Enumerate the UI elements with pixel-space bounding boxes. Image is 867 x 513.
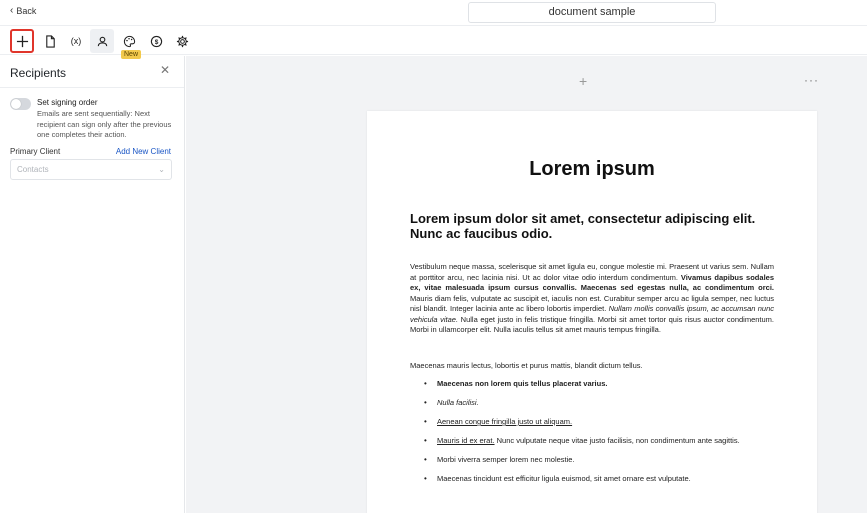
chevron-down-icon: ⌄ <box>158 165 165 174</box>
signing-order-description: Emails are sent sequentially: Next recipient can sign only after the previous one completes their action. <box>37 109 172 139</box>
list-item-text: Maecenas non lorem quis tellus placerat varius. <box>437 379 608 388</box>
document-canvas <box>186 56 867 513</box>
chevron-left-icon: ‹ <box>10 5 14 16</box>
add-block-button[interactable] <box>10 29 34 53</box>
para-bold: Vivamus dapibus sodales ex, vitae malesuada ipsum cursus convallis. Maecenas sed egestas nulla, ac condimentum orci. <box>410 272 774 292</box>
body-paragraph <box>410 262 774 336</box>
document-subheading: Lorem ipsum dolor sit amet, consectetur adipiscing elit. Nunc ac faucibus odio. <box>410 211 756 241</box>
settings-button[interactable] <box>170 29 194 53</box>
add-page-plus-icon[interactable]: + <box>579 73 588 89</box>
bullet-list <box>422 379 774 493</box>
list-item <box>422 417 774 428</box>
panel-header <box>0 56 184 88</box>
contacts-select[interactable] <box>10 159 172 180</box>
para-text-3: Nulla eget justo in felis tristique fringilla. Morbi sit amet tortor quis risus auctor condimentum. Morbi in ullamcorper elit. Nulla iaculis tellus sit amet mauris tempus fringilla. <box>410 314 774 334</box>
toolbar <box>0 27 867 58</box>
contacts-placeholder: Contacts <box>17 165 49 174</box>
list-item <box>422 436 774 447</box>
signing-order-toggle[interactable] <box>10 98 31 110</box>
palette-icon <box>123 35 136 48</box>
recipients-panel <box>0 56 185 513</box>
body-paragraph-2: Maecenas mauris lectus, lobortis et purus mattis, blandit dictum tellus. <box>410 361 643 370</box>
payments-button[interactable] <box>144 29 168 53</box>
list-item-underlined: Mauris id ex erat. <box>437 436 495 445</box>
dollar-circle-icon <box>150 35 163 48</box>
back-label: Back <box>16 6 37 16</box>
para-italic: Nullam mollis convallis ipsum, ac accumsan nunc vehicula vitae. <box>410 304 774 324</box>
close-icon[interactable]: ✕ <box>159 63 170 77</box>
gear-icon <box>176 35 189 48</box>
svg-text:$: $ <box>154 38 158 46</box>
list-item-text: Aenean congue fringilla justo ut aliquam. <box>437 417 573 426</box>
list-item <box>422 455 774 466</box>
signing-order-label: Set signing order <box>37 98 98 107</box>
top-bar <box>0 0 867 26</box>
plus-icon <box>16 35 29 48</box>
variables-button[interactable] <box>64 29 88 53</box>
para-text-1: Vestibulum neque massa, scelerisque sit amet ligula eu, congue molestie mi. Praesent ut varius sem. Nullam at porttitor arcu, nec lacinia nisi. Ut ac dolor vitae odio interdum condimentum. <box>410 262 774 282</box>
user-icon <box>96 35 109 48</box>
document-title-input[interactable]: document sample <box>468 2 716 23</box>
panel-title: Recipients <box>10 66 67 80</box>
more-options-icon[interactable]: ··· <box>804 73 819 87</box>
file-icon <box>44 35 57 48</box>
new-badge: New <box>121 50 141 59</box>
document-page[interactable] <box>367 111 817 513</box>
list-item <box>422 398 774 409</box>
list-item-text: Nulla facilisi. <box>437 398 479 407</box>
para-text-2: Mauris diam felis, vulputate ac suscipit et, iaculis non est. Curabitur semper arcu ac ligula semper, nec luctus nisl blandit. Integer lacinia ante ac libero lobortis imperdiet. <box>410 293 774 313</box>
primary-client-label: Primary Client <box>10 147 61 156</box>
list-item <box>422 379 774 390</box>
document-button[interactable] <box>38 29 62 53</box>
list-item-text: Maecenas tincidunt est efficitur ligula euismod, sit amet ornare est vulputate. <box>437 474 691 483</box>
recipients-button[interactable] <box>90 29 114 53</box>
list-item-text: Nunc vulputate neque vitae justo facilisis, non condimentum ante sagittis. <box>494 436 740 445</box>
document-heading: Lorem ipsum <box>529 158 655 180</box>
list-item <box>422 474 774 485</box>
variables-icon: (x) <box>70 36 82 46</box>
back-button[interactable] <box>10 6 36 16</box>
list-item-text: Morbi viverra semper lorem nec molestie. <box>437 455 575 464</box>
add-new-client-link[interactable]: Add New Client <box>115 147 171 156</box>
